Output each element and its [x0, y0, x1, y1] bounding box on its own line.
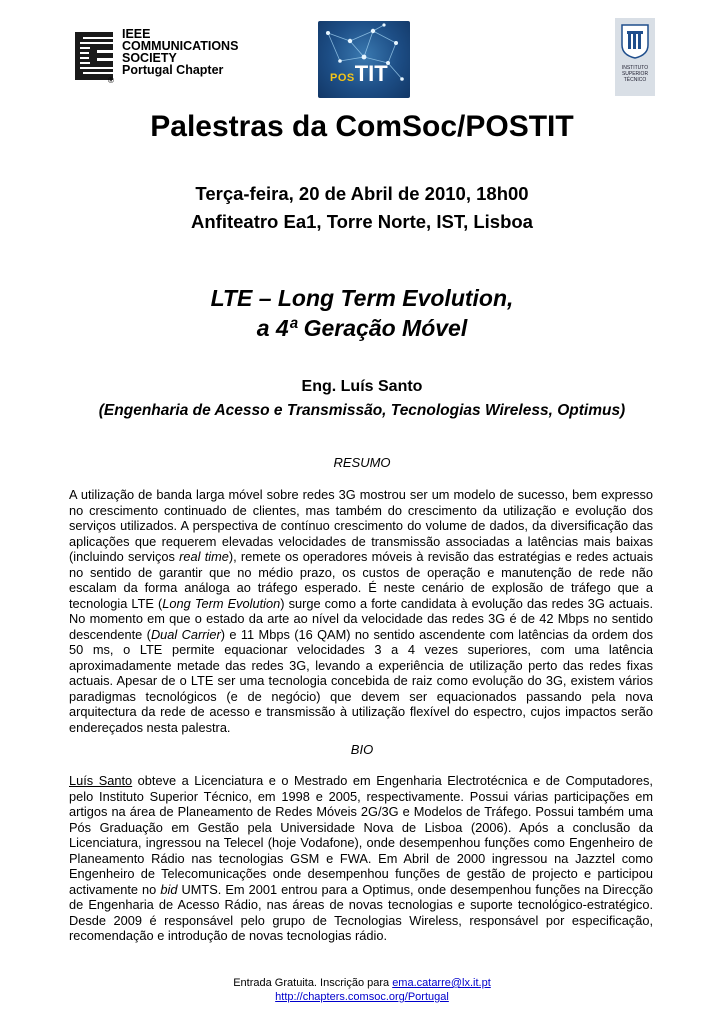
event-date: Terça-feira, 20 de Abril de 2010, 18h00: [195, 183, 529, 204]
postit-logo: [318, 21, 410, 98]
email-link[interactable]: ema.catarre@lx.it.pt: [392, 977, 491, 989]
postit-pos: POS: [330, 72, 355, 84]
society-line: SOCIETY: [122, 51, 177, 65]
bio-heading: BIO: [350, 742, 374, 757]
bio-name: Luís Santo: [69, 773, 133, 788]
ieee-line: IEEE: [122, 27, 151, 41]
bio-em-1: bid: [160, 881, 178, 897]
speaker-name: Eng. Luís Santo: [301, 378, 423, 395]
ieee-logo-text: [122, 28, 238, 76]
ieee-comsoc-mark-icon: [75, 32, 113, 80]
resumo-text-2: ), remete os operadores móveis à revisão das estratégias e redes actuais no sentido de garantir que no médio prazo, os custos de operação e manutenção de rede não escalam da forma análoga ao tráfego esperado. É neste cenário de explosão de tráfego que a tecnologia LTE (: [69, 549, 653, 611]
footer-line-1: [0, 976, 724, 990]
footer-text: Entrada Gratuita. Inscrição para: [233, 977, 393, 989]
resumo-em-2: Long Term Evolution: [162, 595, 281, 611]
ist-line-1: INSTITUTO: [621, 65, 649, 71]
bio-paragraph: [69, 773, 653, 944]
ist-shield-icon: [620, 23, 650, 59]
event-venue: Anfiteatro Ea1, Torre Norte, IST, Lisboa: [191, 211, 533, 232]
ieee-comsoc-logo: [75, 28, 265, 88]
bio-text-1: obteve a Licenciatura e o Mestrado em Engenharia Electrotécnica e de Computadores, pelo Instituto Superior Técnico, em 1998 e 2005, respectivamente. Possui várias participações em artigos na área de Planeamento de Redes Móveis 2G/3G e Modelos de Tráfego. Possui também uma Pós Graduação em Gestão pela Universidade Nova de Lisboa (2006). Após a conclusão da Licenciatura, ingressou na Telecel (hoje Vodafone), onde desempenhou funções como Engenheiro de Planeamento Rádio nas tecnologias GSM e FWA. Em Abril de 2000 ingressou na Jazztel como Engenheiro de Telecomunicações onde desempenhou funções de gestão de projecto e participou activamente no: [69, 773, 653, 897]
resumo-paragraph: [69, 487, 653, 735]
postit-wordmark: [330, 61, 388, 87]
portugal-chapter-line: Portugal Chapter: [122, 63, 224, 77]
talk-title-line-2: a 4ª Geração Móvel: [256, 315, 468, 341]
resumo-heading: RESUMO: [333, 455, 391, 470]
page-title: Palestras da ComSoc/POSTIT: [150, 110, 574, 143]
footer-line-2: [0, 990, 724, 1004]
resumo-text-1: A utilização de banda larga móvel sobre redes 3G mostrou ser um modelo de sucesso, bem expresso no crescimento continuado de clientes, mas também do crescimento da utilização e evolução dos serviços utilizados. A perspectiva de contínuo crescimento do volume de dados, da diversificação das aplicações que requerem elevadas velocidades de transmissão associadas a latências mais baixas (incluindo serviços: [69, 487, 653, 564]
talk-title: [0, 283, 724, 343]
logo-row: [0, 18, 724, 98]
ist-logo: [615, 18, 655, 96]
resumo-text-4: ) e 11 Mbps (16 QAM) no sentido ascendente com latências da ordem dos 50 ms, o LTE permite equacionar velocidades 3 a 4 vezes superiores, com uma latência aproximadamente metade das redes 3G, levando a experiência de utilização perto das redes fixas actuais. Apesar de o LTE ser uma tecnologia concebida de raiz como evolução do 3G, existem vários paradigmas tecnológicos (e de negócio) que devem ser equacionados passando pela nova arquitectura da rede de acesso e transmissão à utilização flexível do espectro, cujos impactos serão endereçados nesta palestra.: [69, 626, 654, 735]
talk-title-line-1: LTE – Long Term Evolution,: [210, 285, 514, 311]
ist-logo-text: [615, 65, 655, 83]
speaker-affiliation: (Engenharia de Acesso e Transmissão, Tecnologias Wireless, Optimus): [98, 402, 626, 419]
chapter-url-link[interactable]: http://chapters.comsoc.org/Portugal: [275, 991, 449, 1003]
ist-line-3: TÉCNICO: [623, 77, 647, 83]
ist-line-2: SUPERIOR: [621, 71, 649, 77]
bio-text-2: UMTS. Em 2001 entrou para a Optimus, onde desempenhou funções na Direcção de Engenharia de Acesso Rádio, nas áreas de novas tecnologias e suporte tecnológico-estratégico. Desde 2009 é responsável pelo grupo de Tecnologias Wireless, responsável por especificação, recomendação e introdução de novas tecnologias rádio.: [69, 881, 653, 943]
registered-mark: ®: [108, 76, 114, 85]
event-details: [0, 180, 724, 236]
postit-tit: TIT: [354, 61, 388, 86]
footer: [0, 976, 724, 1004]
resumo-em-3: Dual Carrier: [150, 626, 221, 642]
communications-line: COMMUNICATIONS: [122, 39, 239, 53]
resumo-text-3: ) surge como a forte candidata à evolução das redes 3G actuais. No momento em que o estado da arte ao nível da velocidade das redes 3G é de 42 Mbps no sentido descendente (: [69, 595, 654, 642]
resumo-em-1: real time: [179, 549, 229, 564]
